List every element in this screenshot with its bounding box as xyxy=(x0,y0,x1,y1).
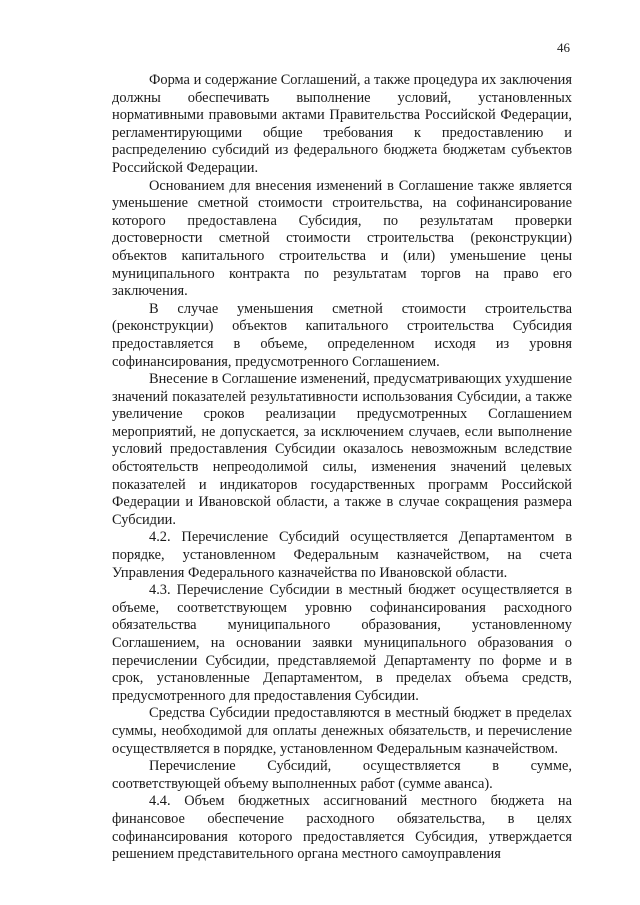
paragraph-clause-4-3: 4.3. Перечисление Субсидии в местный бюджет осуществляется в объеме, соответствующем уровню софинансирования расходного обязательства муниципального образования, установленному Соглашением, на основании заявки муниципального образования о перечислении Субсидии, представляемой Департаменту по форме и в срок, установленные Департаментом, в пределах объема средств, предусмотренного для предоставления Субсидии. xyxy=(112,582,572,704)
paragraph-transfer-amount: Перечисление Субсидий, осуществляется в сумме, соответствующей объему выполненных работ (сумме аванса). xyxy=(112,758,572,792)
paragraph-form-content: Форма и содержание Соглашений, а также процедура их заключения должны обеспечивать выполнение условий, установленных нормативными правовыми актами Правительства Российской Федерации, регламентирующими общие требования к предоставлению и распределению субсидий из федерального бюджета бюджетам субъектов Российской Федерации. xyxy=(112,72,572,176)
document-body xyxy=(112,72,572,864)
page-number: 46 xyxy=(557,40,570,55)
paragraph-clause-4-4: 4.4. Объем бюджетных ассигнований местного бюджета на финансовое обеспечение расходного обязательства, в целях софинансирования которого предоставляется Субсидия, утверждается решением представительного органа местного самоуправления xyxy=(112,793,572,863)
paragraph-clause-4-2: 4.2. Перечисление Субсидий осуществляется Департаментом в порядке, установленном Федеральным казначейством, на счета Управления Федерального казначейства по Ивановской области. xyxy=(112,529,572,581)
paragraph-amendment-basis: Основанием для внесения изменений в Соглашение также является уменьшение сметной стоимости строительства, на софинансирование которого предоставлена Субсидия, по результатам проверки достоверности сметной стоимости строительства (реконструкции) объектов капитального строительства и (или) уменьшение цены муниципального контракта по результатам торгов на право его заключения. xyxy=(112,177,572,300)
paragraph-amendment-restrictions: Внесение в Соглашение изменений, предусматривающих ухудшение значений показателей результативности использования Субсидии, а также увеличение сроков реализации предусмотренных Соглашением мероприятий, не допускается, за исключением случаев, если выполнение условий предоставления Субсидии оказалось невозможным вследствие обстоятельств непреодолимой силы, изменения значений целевых показателей и индикаторов государственных программ Российской Федерации и Ивановской области, а также в случае сокращения размера Субсидии. xyxy=(112,371,572,528)
paragraph-subsidy-funds: Средства Субсидии предоставляются в местный бюджет в пределах суммы, необходимой для оплаты денежных обязательств, и перечисление осуществляется в порядке, установленном Федеральным казначейством. xyxy=(112,705,572,757)
paragraph-cost-reduction: В случае уменьшения сметной стоимости строительства (реконструкции) объектов капитального строительства Субсидия предоставляется в объеме, определенном исходя из уровня софинансирования, предусмотренного Соглашением. xyxy=(112,300,572,370)
